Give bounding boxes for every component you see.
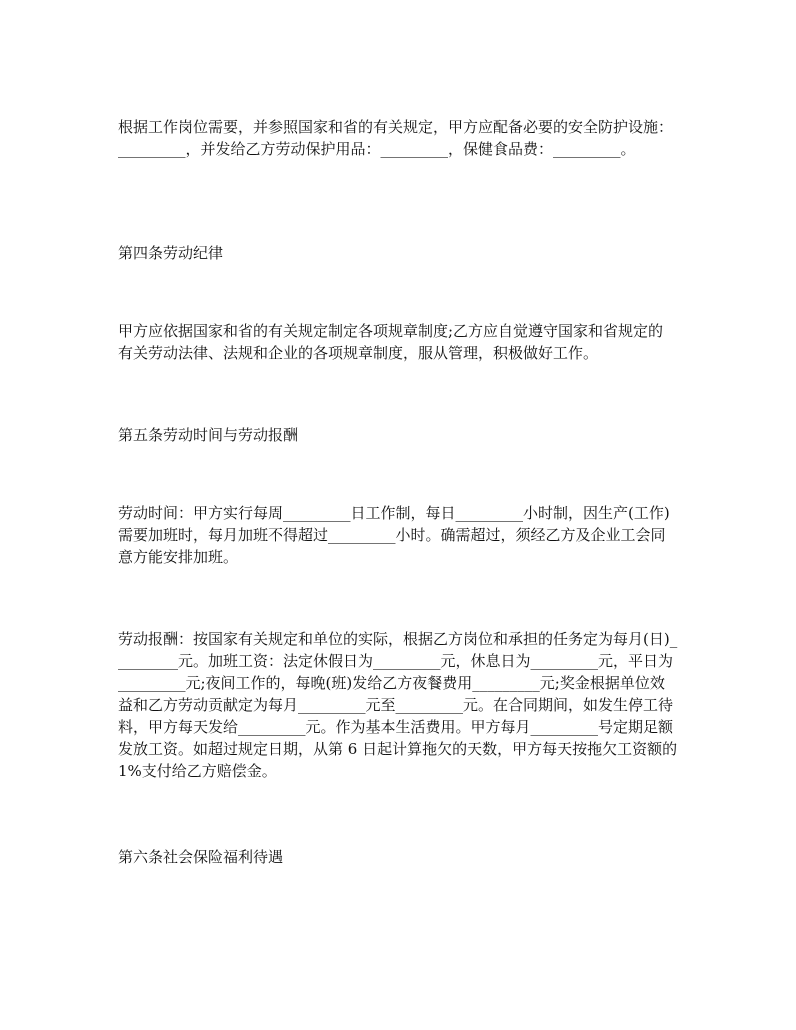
- paragraph-labor-discipline: 甲方应依据国家和省的有关规定制定各项规章制度;乙方应自觉遵守国家和省规定的有关劳动法律、法规和企业的各项规章制度，服从管理，积极做好工作。: [118, 322, 664, 362]
- paragraph-working-hours: 劳动时间：甲方实行每周_________日工作制，每日_________小时制，因生产(工作)需要加班时，每月加班不得超过_________小时。确需超过，须经乙方及企业工会同意方能安排加班。: [118, 504, 670, 566]
- paragraph-safety-equipment: 根据工作岗位需要，并参照国家和省的有关规定，甲方应配备必要的安全防护设施：_________，并发给乙方劳动保护用品：_________，保健食品费：_________。: [118, 118, 674, 158]
- heading-article-4: 第四条劳动纪律: [118, 244, 224, 262]
- heading-article-6: 第六条社会保险福利待遇: [118, 848, 284, 866]
- heading-article-5: 第五条劳动时间与劳动报酬: [118, 426, 299, 444]
- paragraph-remuneration: 劳动报酬：按国家有关规定和单位的实际，根据乙方岗位和承担的任务定为每月(日)_________元。加班工资：法定休假日为_________元，休息日为_________元，平日为_________元;夜间工作的，每晚(班)发给乙方夜餐费用_________元;奖金根据单位效益和乙方劳动贡献定为每月_________元至_________元。在合同期间，如发生停工待料，甲方每天发给_________元。作为基本生活费用。甲方每月_________号定期足额发放工资。如超过规定日期，从第 6 日起计算拖欠的天数，甲方每天按拖欠工资额的 1%支付给乙方赔偿金。: [118, 630, 682, 780]
